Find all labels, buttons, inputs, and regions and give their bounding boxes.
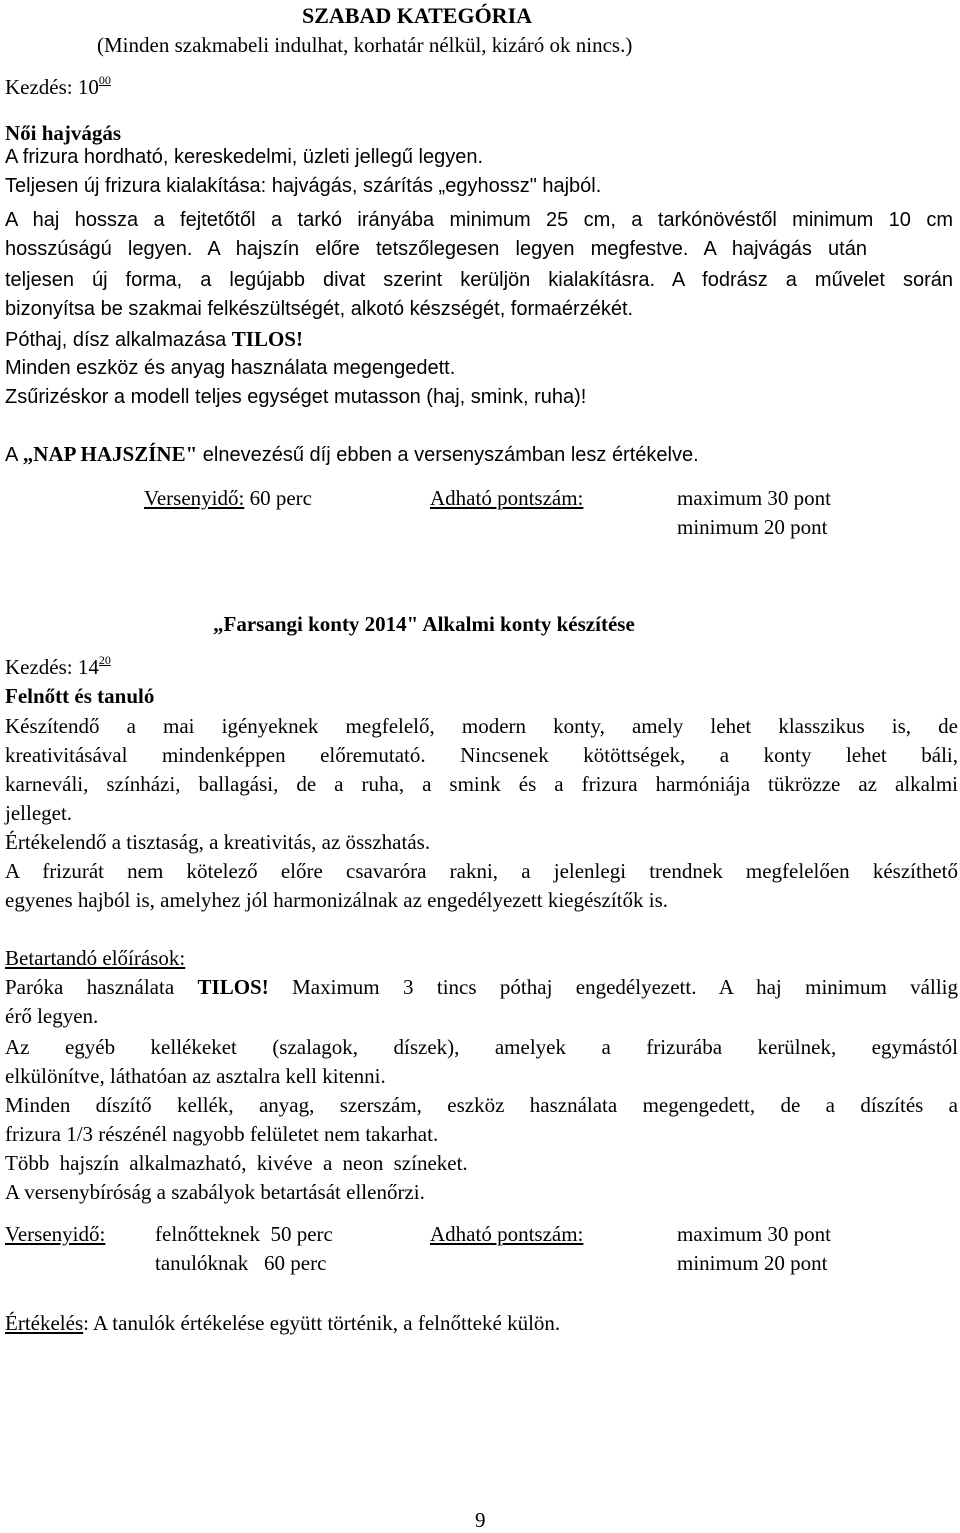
text-line: jelleget.	[5, 801, 73, 825]
section-title-farsangi-konty: „Farsangi konty 2014" Alkalmi konty készítése	[213, 612, 635, 636]
pothaj-line: Póthaj, dísz alkalmazása TILOS!	[5, 327, 303, 351]
competition-time-label-2: Versenyidő:	[5, 1222, 106, 1246]
rule-line: frizura 1/3 részénél nagyobb felületet nem takarhat.	[5, 1122, 439, 1146]
points-label-2: Adható pontszám:	[430, 1222, 584, 1246]
category-subheading: (Minden szakmabeli indulhat, korhatár nélkül, kizáró ok nincs.)	[97, 33, 633, 57]
text-line: Készítendő a mai igényeknek megfelelő, modern konty, amely lehet klasszikus is, de	[5, 714, 958, 738]
text-line: Teljesen új frizura kialakítása: hajvágás, szárítás „egyhossz" hajból.	[5, 175, 602, 197]
rule-line: A versenybíróság a szabályok betartását ellenőrzi.	[5, 1180, 425, 1204]
evaluation-note: Értékelés: A tanulók értékelése együtt történik, a felnőtteké külön.	[5, 1311, 561, 1335]
start-time-1: Kezdés: $10^{00}$	[5, 73, 111, 99]
text-line: teljesen új forma, a legújabb divat szerint kerüljön kialakításra. A fodrász a művelet során	[5, 269, 953, 291]
text-line: egyenes hajból is, amelyhez jól harmonizálnak az engedélyezett kiegészítők is.	[5, 888, 668, 912]
category-heading: SZABAD KATEGÓRIA	[302, 3, 533, 28]
text-line: Értékelendő a tisztaság, a kreativitás, az összhatás.	[5, 830, 431, 854]
award-line: A „NAP HAJSZÍNE" elnevezésű díj ebben a versenyszámban lesz értékelve.	[5, 442, 699, 466]
text-line: Minden eszköz és anyag használata megengedett.	[5, 357, 456, 379]
rule-line: Az egyéb kellékeket (szalagok, díszek), amelyek a frizurába kerülnek, egymástól	[5, 1035, 958, 1059]
rule-line: Minden díszítő kellék, anyag, szerszám, eszköz használata megengedett, de a díszítés a	[5, 1093, 958, 1117]
text-line: A frizurát nem kötelező előre csavaróra rakni, a jelenlegi trendnek megfelelően készíthető	[5, 859, 958, 883]
text-line: A frizura hordható, kereskedelmi, üzleti jellegű legyen.	[5, 146, 484, 168]
rule-line: Paróka használata TILOS! Maximum 3 tincs póthaj engedélyezett. A haj minimum vállig	[5, 975, 958, 999]
competition-time-1: Versenyidő: 60 perc	[144, 486, 312, 510]
rule-line: Több hajszín alkalmazható, kivéve a neon színeket.	[5, 1151, 468, 1175]
category-felnott-tanulo: Felnőtt és tanuló	[5, 684, 155, 708]
text-line: A haj hossza a fejtetőtől a tarkó irányába minimum 25 cm, a tarkónövéstől minimum 10 cm	[5, 209, 953, 231]
start-time-2: Kezdés: $14^{20}$	[5, 653, 111, 679]
text-line: kreativitásával mindenképpen előremutató. Nincsenek kötöttségek, a konty lehet báli,	[5, 743, 958, 767]
rule-line: érő legyen.	[5, 1004, 99, 1028]
points-max-1: maximum 30 pont	[677, 486, 831, 510]
text-line: Zsűrizéskor a modell teljes egységet mutasson (haj, smink, ruha)!	[5, 386, 587, 408]
points-min-1: minimum 20 pont	[677, 515, 828, 539]
page-number: 9	[475, 1508, 486, 1532]
rule-line: elkülönítve, láthatóan az asztalra kell kitenni.	[5, 1064, 386, 1088]
section-title-noi-hajvagas: Női hajvágás	[5, 121, 122, 145]
points-max-2: maximum 30 pont	[677, 1222, 831, 1246]
points-min-2: minimum 20 pont	[677, 1251, 828, 1275]
text-line: hosszúságú legyen. A hajszín előre tetszőlegesen legyen megfestve. A hajvágás után	[5, 238, 867, 260]
text-line: bizonyítsa be szakmai felkészültségét, alkotó készségét, formaérzékét.	[5, 298, 634, 320]
text-line: karneváli, színházi, ballagási, de a ruha, a smink és a frizura harmóniája tükrözze az alkalmi	[5, 772, 958, 796]
rules-label: Betartandó előírások:	[5, 946, 186, 970]
time-adults: felnőtteknek 50 perc	[155, 1222, 333, 1246]
time-students: tanulóknak 60 perc	[155, 1251, 327, 1275]
points-label-1: Adható pontszám:	[430, 486, 584, 510]
